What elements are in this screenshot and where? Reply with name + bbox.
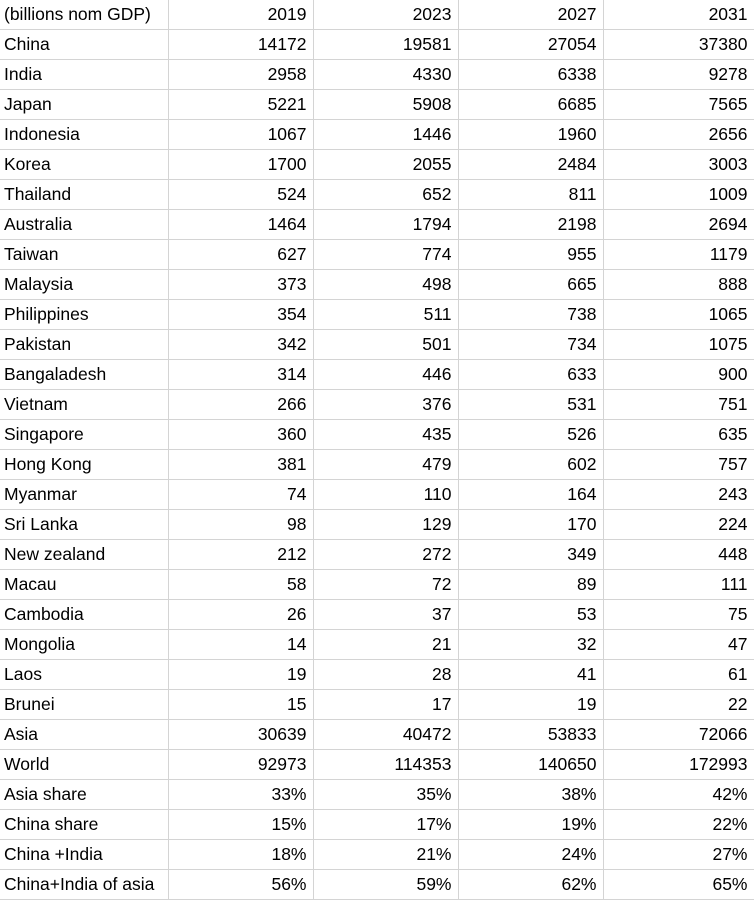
value-cell[interactable]: 757 (603, 450, 754, 480)
value-cell[interactable]: 1179 (603, 240, 754, 270)
table-row (0, 510, 754, 540)
value-cell[interactable]: 61 (603, 660, 754, 690)
value-cell[interactable]: 314 (168, 360, 313, 390)
value-cell[interactable]: 28 (313, 660, 458, 690)
value-cell[interactable]: 266 (168, 390, 313, 420)
value-cell[interactable]: 2484 (458, 150, 603, 180)
value-cell[interactable]: 734 (458, 330, 603, 360)
value-cell[interactable]: 349 (458, 540, 603, 570)
value-cell[interactable]: 435 (313, 420, 458, 450)
value-cell[interactable]: 56% (168, 870, 313, 900)
value-cell[interactable]: 65% (603, 870, 754, 900)
value-cell[interactable]: 448 (603, 540, 754, 570)
value-cell[interactable]: 524 (168, 180, 313, 210)
value-cell[interactable]: 446 (313, 360, 458, 390)
value-cell[interactable]: 888 (603, 270, 754, 300)
table-row (0, 600, 754, 630)
table-row (0, 90, 754, 120)
row-label-cell[interactable]: Singapore (0, 420, 168, 450)
row-label-cell[interactable]: Mongolia (0, 630, 168, 660)
value-cell[interactable]: 58 (168, 570, 313, 600)
value-cell[interactable]: 140650 (458, 750, 603, 780)
value-cell[interactable]: 27% (603, 840, 754, 870)
table-row (0, 780, 754, 810)
value-cell[interactable]: 110 (313, 480, 458, 510)
value-cell[interactable]: 164 (458, 480, 603, 510)
row-label-cell[interactable]: Malaysia (0, 270, 168, 300)
table-row (0, 360, 754, 390)
value-cell[interactable]: 27054 (458, 30, 603, 60)
value-cell[interactable]: 114353 (313, 750, 458, 780)
row-label-cell[interactable]: Philippines (0, 300, 168, 330)
value-cell[interactable]: 89 (458, 570, 603, 600)
table-row (0, 60, 754, 90)
value-cell[interactable]: 738 (458, 300, 603, 330)
value-cell[interactable]: 42% (603, 780, 754, 810)
value-cell[interactable]: 14172 (168, 30, 313, 60)
value-cell[interactable]: 33% (168, 780, 313, 810)
value-cell[interactable]: 342 (168, 330, 313, 360)
value-cell[interactable]: 900 (603, 360, 754, 390)
value-cell[interactable]: 751 (603, 390, 754, 420)
value-cell[interactable]: 5908 (313, 90, 458, 120)
value-cell[interactable]: 41 (458, 660, 603, 690)
table-row (0, 720, 754, 750)
value-cell[interactable]: 17% (313, 810, 458, 840)
value-cell[interactable]: 38% (458, 780, 603, 810)
header-cell-2019[interactable]: 2019 (168, 0, 313, 30)
row-label-cell[interactable]: China+India of asia (0, 870, 168, 900)
value-cell[interactable]: 1446 (313, 120, 458, 150)
table-row (0, 870, 754, 900)
value-cell[interactable]: 35% (313, 780, 458, 810)
value-cell[interactable]: 129 (313, 510, 458, 540)
value-cell[interactable]: 21% (313, 840, 458, 870)
value-cell[interactable]: 360 (168, 420, 313, 450)
value-cell[interactable]: 3003 (603, 150, 754, 180)
row-label-cell[interactable]: Pakistan (0, 330, 168, 360)
value-cell[interactable]: 19 (168, 660, 313, 690)
table-row (0, 570, 754, 600)
value-cell[interactable]: 224 (603, 510, 754, 540)
value-cell[interactable]: 47 (603, 630, 754, 660)
table-row (0, 420, 754, 450)
row-label-cell[interactable]: Australia (0, 210, 168, 240)
value-cell[interactable]: 37380 (603, 30, 754, 60)
row-label-cell[interactable]: Macau (0, 570, 168, 600)
table-row (0, 30, 754, 60)
value-cell[interactable]: 2694 (603, 210, 754, 240)
value-cell[interactable]: 21 (313, 630, 458, 660)
value-cell[interactable]: 627 (168, 240, 313, 270)
value-cell[interactable]: 170 (458, 510, 603, 540)
table-row (0, 210, 754, 240)
value-cell[interactable]: 172993 (603, 750, 754, 780)
table-row (0, 660, 754, 690)
table-row (0, 120, 754, 150)
value-cell[interactable]: 26 (168, 600, 313, 630)
table-row (0, 150, 754, 180)
table-row (0, 840, 754, 870)
value-cell[interactable]: 74 (168, 480, 313, 510)
table-row (0, 300, 754, 330)
value-cell[interactable]: 1960 (458, 120, 603, 150)
header-cell-2031[interactable]: 2031 (603, 0, 754, 30)
value-cell[interactable]: 17 (313, 690, 458, 720)
row-label-cell[interactable]: Taiwan (0, 240, 168, 270)
row-label-cell[interactable]: World (0, 750, 168, 780)
value-cell[interactable]: 955 (458, 240, 603, 270)
table-row (0, 240, 754, 270)
row-label-cell[interactable]: Japan (0, 90, 168, 120)
value-cell[interactable]: 53 (458, 600, 603, 630)
value-cell[interactable]: 7565 (603, 90, 754, 120)
value-cell[interactable]: 62% (458, 870, 603, 900)
row-label-cell[interactable]: China share (0, 810, 168, 840)
header-cell-2023[interactable]: 2023 (313, 0, 458, 30)
row-label-cell[interactable]: Indonesia (0, 120, 168, 150)
value-cell[interactable]: 32 (458, 630, 603, 660)
table-row (0, 450, 754, 480)
value-cell[interactable]: 15 (168, 690, 313, 720)
row-label-cell[interactable]: India (0, 60, 168, 90)
table-row (0, 690, 754, 720)
row-label-cell[interactable]: Asia share (0, 780, 168, 810)
value-cell[interactable]: 1009 (603, 180, 754, 210)
row-label-cell[interactable]: Laos (0, 660, 168, 690)
table-row (0, 390, 754, 420)
value-cell[interactable]: 14 (168, 630, 313, 660)
row-label-cell[interactable]: Thailand (0, 180, 168, 210)
value-cell[interactable]: 479 (313, 450, 458, 480)
value-cell[interactable]: 376 (313, 390, 458, 420)
row-label-cell[interactable]: Brunei (0, 690, 168, 720)
value-cell[interactable]: 665 (458, 270, 603, 300)
value-cell[interactable]: 24% (458, 840, 603, 870)
value-cell[interactable]: 19581 (313, 30, 458, 60)
header-cell-2027[interactable]: 2027 (458, 0, 603, 30)
value-cell[interactable]: 602 (458, 450, 603, 480)
table-row (0, 540, 754, 570)
value-cell[interactable]: 22% (603, 810, 754, 840)
value-cell[interactable]: 381 (168, 450, 313, 480)
row-label-cell[interactable]: New zealand (0, 540, 168, 570)
value-cell[interactable]: 1700 (168, 150, 313, 180)
header-row (0, 0, 754, 30)
value-cell[interactable]: 1075 (603, 330, 754, 360)
row-label-cell[interactable]: Hong Kong (0, 450, 168, 480)
value-cell[interactable]: 19 (458, 690, 603, 720)
value-cell[interactable]: 373 (168, 270, 313, 300)
value-cell[interactable]: 1464 (168, 210, 313, 240)
row-label-cell[interactable]: Vietnam (0, 390, 168, 420)
value-cell[interactable]: 1067 (168, 120, 313, 150)
value-cell[interactable]: 2958 (168, 60, 313, 90)
table-row (0, 180, 754, 210)
value-cell[interactable]: 511 (313, 300, 458, 330)
value-cell[interactable]: 635 (603, 420, 754, 450)
value-cell[interactable]: 72 (313, 570, 458, 600)
row-label-cell[interactable]: Sri Lanka (0, 510, 168, 540)
row-label-cell[interactable]: Asia (0, 720, 168, 750)
table-row (0, 270, 754, 300)
value-cell[interactable]: 1794 (313, 210, 458, 240)
value-cell[interactable]: 2055 (313, 150, 458, 180)
table-row (0, 480, 754, 510)
value-cell[interactable]: 19% (458, 810, 603, 840)
value-cell[interactable]: 92973 (168, 750, 313, 780)
value-cell[interactable]: 30639 (168, 720, 313, 750)
value-cell[interactable]: 9278 (603, 60, 754, 90)
header-cell-label[interactable]: (billions nom GDP) (0, 0, 168, 30)
value-cell[interactable]: 40472 (313, 720, 458, 750)
value-cell[interactable]: 531 (458, 390, 603, 420)
value-cell[interactable]: 5221 (168, 90, 313, 120)
table-row (0, 810, 754, 840)
value-cell[interactable]: 4330 (313, 60, 458, 90)
value-cell[interactable]: 111 (603, 570, 754, 600)
value-cell[interactable]: 652 (313, 180, 458, 210)
value-cell[interactable]: 633 (458, 360, 603, 390)
value-cell[interactable]: 6338 (458, 60, 603, 90)
value-cell[interactable]: 526 (458, 420, 603, 450)
row-label-cell[interactable]: Bangaladesh (0, 360, 168, 390)
table-row (0, 330, 754, 360)
row-label-cell[interactable]: Myanmar (0, 480, 168, 510)
value-cell[interactable]: 501 (313, 330, 458, 360)
table-row (0, 630, 754, 660)
value-cell[interactable]: 811 (458, 180, 603, 210)
value-cell[interactable]: 53833 (458, 720, 603, 750)
value-cell[interactable]: 59% (313, 870, 458, 900)
value-cell[interactable]: 2198 (458, 210, 603, 240)
row-label-cell[interactable]: China +India (0, 840, 168, 870)
value-cell[interactable]: 98 (168, 510, 313, 540)
value-cell[interactable]: 498 (313, 270, 458, 300)
value-cell[interactable]: 1065 (603, 300, 754, 330)
value-cell[interactable]: 37 (313, 600, 458, 630)
value-cell[interactable]: 75 (603, 600, 754, 630)
row-label-cell[interactable]: Cambodia (0, 600, 168, 630)
row-label-cell[interactable]: Korea (0, 150, 168, 180)
row-label-cell[interactable]: China (0, 30, 168, 60)
value-cell[interactable]: 2656 (603, 120, 754, 150)
value-cell[interactable]: 72066 (603, 720, 754, 750)
value-cell[interactable]: 212 (168, 540, 313, 570)
value-cell[interactable]: 774 (313, 240, 458, 270)
value-cell[interactable]: 354 (168, 300, 313, 330)
value-cell[interactable]: 272 (313, 540, 458, 570)
value-cell[interactable]: 243 (603, 480, 754, 510)
value-cell[interactable]: 22 (603, 690, 754, 720)
value-cell[interactable]: 18% (168, 840, 313, 870)
value-cell[interactable]: 6685 (458, 90, 603, 120)
value-cell[interactable]: 15% (168, 810, 313, 840)
table-row (0, 750, 754, 780)
